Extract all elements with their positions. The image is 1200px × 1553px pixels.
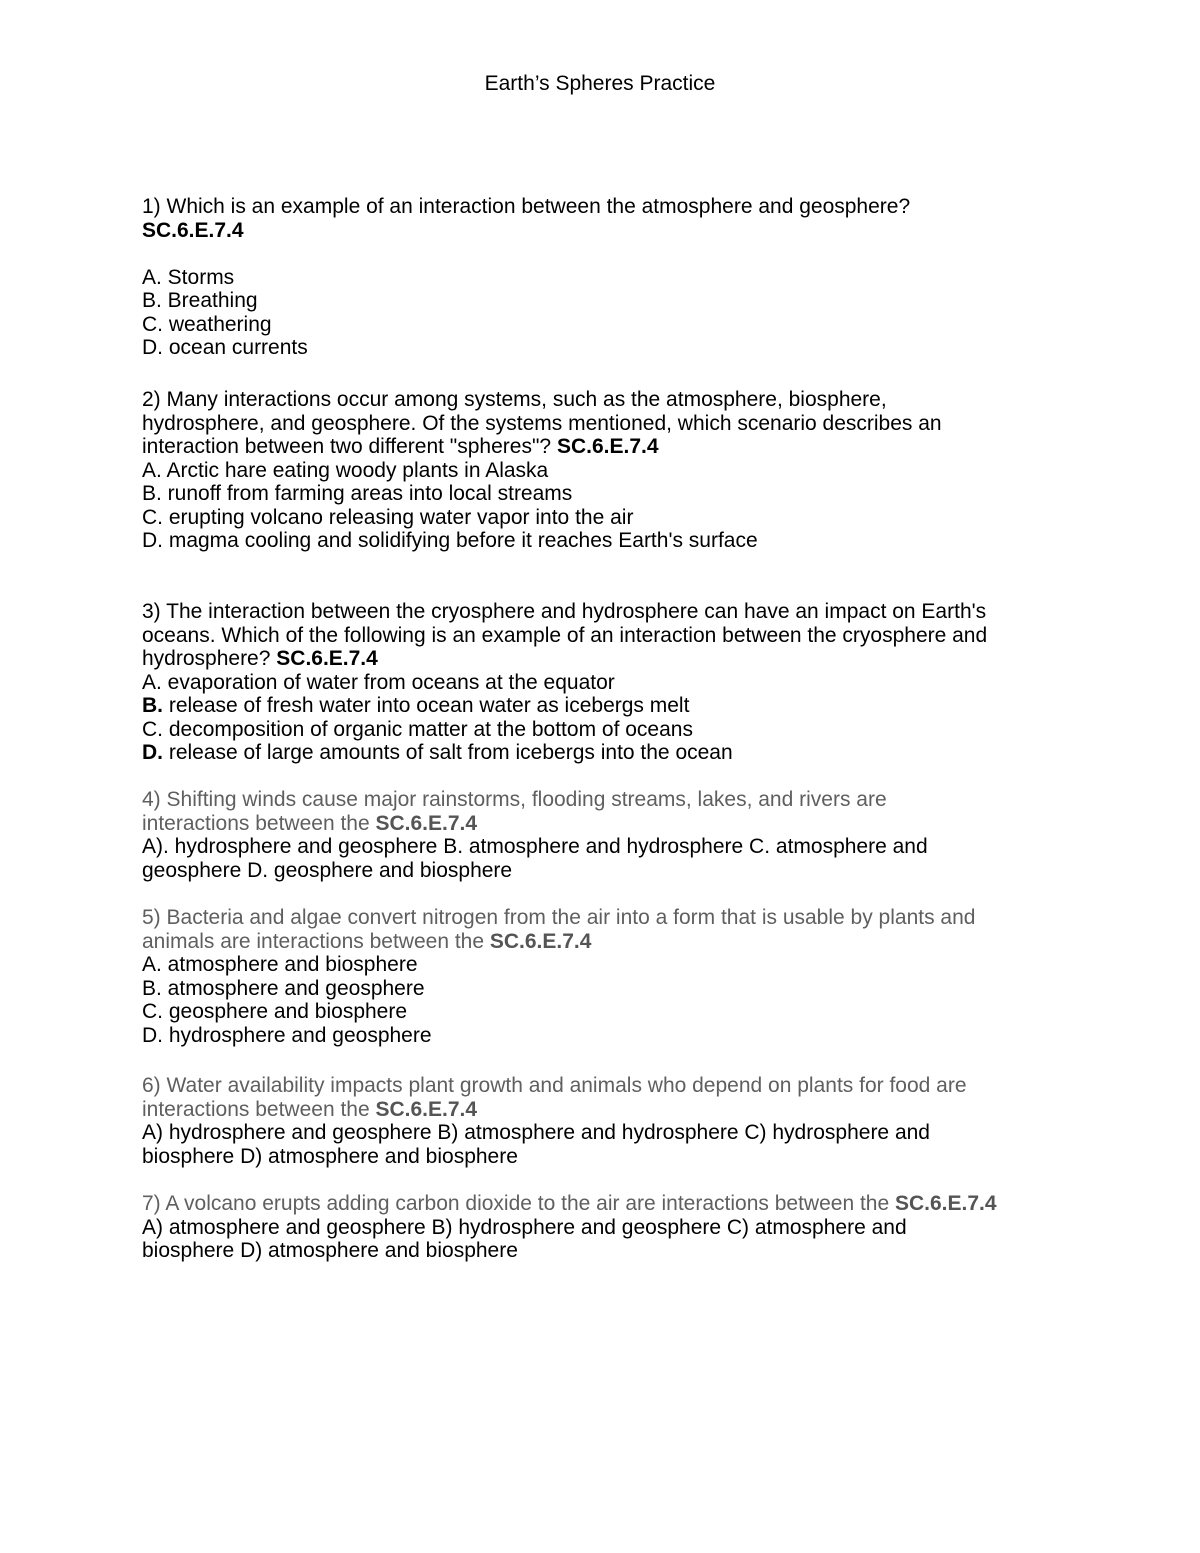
answer-choices: A). hydrosphere and geosphere B. atmosphere and hydrosphere C. atmosphere and: [142, 835, 928, 858]
answer-option: B. Breathing: [142, 289, 258, 312]
question-7: [142, 1192, 1082, 1263]
standard-code: SC.6.E.7.4: [556, 435, 659, 458]
question-text: animals are interactions between the: [142, 929, 485, 953]
standard-code: SC.6.E.7.4: [489, 929, 592, 953]
answer-choices: biosphere D) atmosphere and biosphere: [142, 1144, 518, 1168]
answer-option: A. Arctic hare eating woody plants in Alaska: [142, 458, 549, 482]
answer-option: D. ocean currents: [142, 336, 308, 359]
answer-option: C. weathering: [142, 312, 272, 336]
question-1: [142, 195, 1082, 360]
answer-option: A. evaporation of water from oceans at the equator: [142, 670, 615, 694]
answer-choices: A) hydrosphere and geosphere B) atmosphere and hydrosphere C) hydrosphere and: [142, 1121, 930, 1144]
answer-option: A. Storms: [142, 265, 235, 289]
question-text: interactions between the: [142, 811, 370, 835]
page-title: Earth’s Spheres Practice: [484, 72, 716, 95]
standard-code: SC.6.E.7.4: [895, 1192, 997, 1215]
answer-option: B. runoff from farming areas into local streams: [142, 482, 573, 505]
question-text: 7) A volcano erupts adding carbon dioxide to the air are interactions between the: [142, 1192, 890, 1215]
answer-option: C. geosphere and biosphere: [142, 1000, 408, 1023]
question-text: 4) Shifting winds cause major rainstorms, flooding streams, lakes, and rivers are: [142, 788, 887, 811]
question-text: 1) Which is an example of an interaction between the atmosphere and geosphere?: [142, 195, 911, 218]
standard-code: SC.6.E.7.4: [276, 647, 378, 670]
answer-option: A. atmosphere and biosphere: [142, 953, 418, 976]
question-text: 3) The interaction between the cryosphere and hydrosphere can have an impact on Earth's: [142, 600, 987, 623]
answer-option: B. atmosphere and geosphere: [142, 976, 425, 1000]
standard-code: SC.6.E.7.4: [375, 1097, 478, 1121]
question-text: 6) Water availability impacts plant growth and animals who depend on plants for food are: [142, 1074, 967, 1097]
answer-option: release of fresh water into ocean water as icebergs melt: [168, 694, 690, 717]
answer-option: release of large amounts of salt from icebergs into the ocean: [168, 741, 733, 764]
answer-choices: geosphere D. geosphere and biosphere: [142, 858, 513, 882]
question-2: [142, 388, 1082, 553]
question-text: oceans. Which of the following is an example of an interaction between the cryosphere and: [142, 623, 988, 647]
question-3: [142, 600, 1082, 765]
answer-option: C. decomposition of organic matter at the bottom of oceans: [142, 717, 693, 741]
answer-option: D. magma cooling and solidifying before it reaches Earth's surface: [142, 529, 758, 552]
answer-option: C. erupting volcano releasing water vapor into the air: [142, 505, 634, 529]
question-6: [142, 1074, 1082, 1168]
answer-choices: biosphere D) atmosphere and biosphere: [142, 1239, 518, 1262]
question-text: interactions between the: [142, 1097, 370, 1121]
question-text: 2) Many interactions occur among systems, such as the atmosphere, biosphere,: [142, 388, 887, 411]
question-text: 5) Bacteria and algae convert nitrogen from the air into a form that is usable by plants and: [142, 906, 976, 929]
option-letter: B.: [142, 694, 163, 717]
answer-option: D. hydrosphere and geosphere: [142, 1023, 432, 1047]
question-5: [142, 906, 1082, 1047]
answer-choices: A) atmosphere and geosphere B) hydrosphere and geosphere C) atmosphere and: [142, 1215, 907, 1239]
standard-code: SC.6.E.7.4: [142, 218, 244, 242]
question-4: [142, 788, 1082, 882]
standard-code: SC.6.E.7.4: [375, 811, 478, 835]
option-letter: D.: [142, 741, 163, 764]
question-text: hydrosphere, and geosphere. Of the systems mentioned, which scenario describes an: [142, 411, 942, 435]
question-text: hydrosphere?: [142, 647, 271, 670]
question-text: interaction between two different "spheres"?: [142, 435, 552, 458]
